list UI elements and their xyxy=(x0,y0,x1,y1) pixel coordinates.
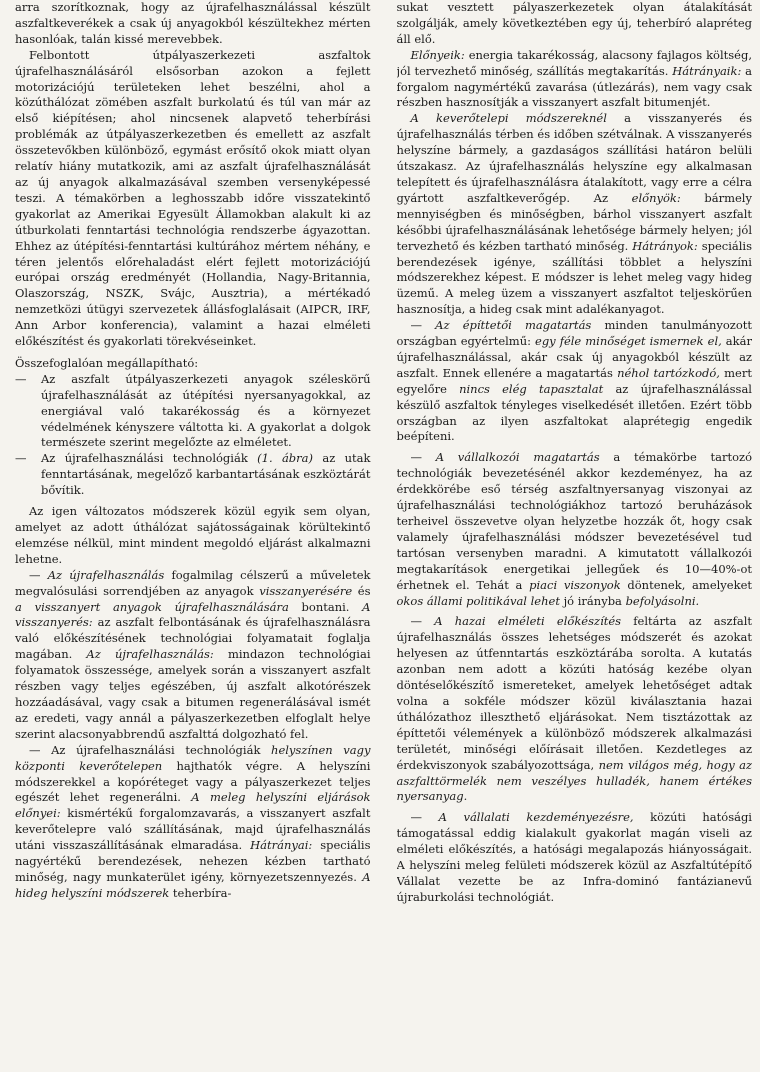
paragraph: — Az építtetői magatartás minden tanulmányozott országban egyértelmű: egy féle minőséget ismernek el, akár újrafelhasználással, akár csak új anyagokból készült az aszfalt. Ennek ellenére a magatartás néhol tartózkodó, mert egyelőre nincs elég tapasztalat az újrafelhasználással készülő aszfaltok tényleges viselkedését illetően. Ezért több országban az ilyen aszfaltokat alaprétegig engedik beépíteni. xyxy=(396,318,752,444)
summary-heading: Összefoglalóan megállapítható: xyxy=(15,355,199,370)
paragraph: Az igen változatos módszerek közül egyik sem olyan, amelyet az adott úthálózat sajátosságainak körültekintő elemzése nélkül, mint mindent megoldó eljárást alkalmazni lehetne. xyxy=(15,504,371,566)
paragraph: sukat vesztett pályaszerkezetek olyan átalakítását szolgálják, amely következtében egy új, teherbíró alapréteg áll elő. xyxy=(396,0,752,46)
paragraph: — Az újrafelhasználás fogalmilag célszerű a műveletek megvalósulási sorrendjében az anyagok visszanyerésére és a visszanyert anyagok újrafelhasználására bontani. A visszanyerés: az aszfalt felbontásának és újrafelhasználásra való előkészítésének technológiai folyamatait foglalja magában. Az újrafelhasználás: mindazon technológiai folyamatok összessége, amelyek során a visszanyert aszfalt részben vagy teljes egészében, új aszfalt alkotórészek hozzáadásával, vagy csak a bitumen regenerálásával ismét az eredeti, vagy annál a pályaszerkezetben elfoglalt helye szerint alacsonyabbrendű aszfalttá dolgozható fel. xyxy=(15,567,371,741)
right-column xyxy=(397,0,753,1072)
paragraph: A keverőtelepi módszereknél a visszanyerés és újrafelhasználás térben és időben szétválnak. A visszanyerés helyszíne bármely, a gazdaságos szállítási határon belüli útszakasz. Az újrafelhasználás helyszíne egy alkalmasan telepített és újrafelhasználásra átalakított, vagy erre a célra gyártott aszfaltkeverőgép. Az előnyök: bármely mennyiségben és minőségben, bárhol visszanyert aszfalt későbbi újrafelhasználásának lehetősége bármely helyen; jól tervezhető és kézben tartható minőség. Hátrányok: speciális berendezések igénye, szállítási többlet a helyszíni módszerekhez képest. E módszer is lehet meleg vagy hideg üzemű. A meleg üzem a visszanyert aszfaltot teljeskörűen hasznosítja, a hideg csak mint adalékanyagot. xyxy=(396,111,752,317)
paragraph: — Az újrafelhasználási technológiák helyszínen vagy központi keverőtelepen hajthatók végre. A helyszíni módszerekkel a kopóréteget vagy a pályaszerkezet teljes egészét lehet regenerálni. A meleg helyszíni eljárások előnyei: kismértékű forgalomzavarás, a visszanyert aszfalt keverőtelepre való szállításának, majd újrafelhasználás utáni visszaszállításának elmaradása. Hátrányai: speciális nagyértékű berendezések, nehezen kézben tartható minőség, nagy munkaterület igény, környezetszennyezés. A hideg helyszíni módszerek teherbíra- xyxy=(15,742,371,900)
paragraph: — A vállalati kezdeményezésre, közúti hatósági támogatással eddig kialakult gyakorlat magán viseli az elméleti előkészítés, a hatósági megalapozás hiányosságait. A helyszíni meleg felületi módszerek közül az Aszfaltútépítő Vállalat vezette be az Infra-dominó fantázianevű újraburkolási technológiát. xyxy=(396,810,752,904)
left-column xyxy=(15,0,371,1072)
paragraph: — A hazai elméleti előkészítés feltárta az aszfalt újrafelhasználás összes lehetséges módszerét és azokat helyesen az útfenntartás eszköztárába sorolta. A kutatás azonban nem adott a közúti hatóság kezébe olyan döntéselőkészítő ismereteket, amelyek lehetőséget adtak volna a sokféle módszer közül kiválasztania hazai úthálózathoz illeszthető eljárásokat. Nem tisztázottak az építtetői vélemények a különböző módszerek alkalmazási területét, minőségi előírásait illetően. Kezdetleges az érdekviszonyok szabályozottsága, nem világos még, hogy az aszfalttörmelék nem veszélyes hulladék, hanem értékes nyersanyag. xyxy=(396,614,752,804)
list-item: — Az újrafelhasználási technológiák (1. ábra) az utak fenntartásának, megelőző karbantartásának eszköztárát bővítik. xyxy=(15,451,371,499)
paragraph: Felbontott útpályaszerkezeti aszfaltok újrafelhasználásáról elsősorban azokon a fejlett motorizációjú területeken lehet beszélni, ahol a közúthálózat zömében aszfalt burkolatú és túl van már az első kiépítésen; ahol nincsenek alapvető teherbírási problémák az útpályaszerkezetben és emellett az aszfalt összetevőkben különböző, egymást erősítő okok miatt olyan relatív hiány mutatkozik, ami az aszfalt újrafelhasználását az új anyagok alkalmazásával szemben versenyképessé teszi. A témakörben a leghosszabb időre visszatekintő gyakorlat az Amerikai Egyesült Államokban alakult ki az útburkolati fenntartási technológia rendszerbe ágyazottan. Ehhez az útépítési-fenntartási kultúrához mértem néhány, e téren jelentős előrehaladást elért fejlett motorizációjú európai ország eredményét (Hollandia, Nagy-Britannia, Olaszország, NSZK, Svájc, Ausztria), a mértékadó nemzetközi útügyi szervezetek állásfoglalásait (AIPCR, IRF, Ann Arbor konferencia), valamint a hazai elméleti előkészítést és gyakorlati törekvéseinket. xyxy=(15,47,371,349)
list-item: — Az aszfalt útpályaszerkezeti anyagok széleskörű újrafelhasználását az útépítési nyersanyagokkal, az energiával való takarékosság és a környezet védelmének kényszere váltotta ki. A gyakorlat a dolgok természete szerint megelőzte az elméletet. xyxy=(15,372,371,452)
summary-list xyxy=(15,372,371,499)
figure-reference: (1. ábra) xyxy=(257,451,314,466)
paragraph: Előnyeik: energia takarékosság, alacsony fajlagos költség, jól tervezhető minőség, szállítás megtakarítás. Hátrányaik: a forgalom nagymértékű zavarása (útlezárás), nem vagy csak részben hasznosítják a visszanyert aszfalt bitumenjét. xyxy=(396,47,752,110)
paragraph: arra szorítkoznak, hogy az újrafelhasználással készült aszfaltkeverékek a csak új anyagokból készültekhez mérten hasonlóak, talán kissé merevebbek. xyxy=(15,0,371,46)
paragraph: — A vállalkozói magatartás a témakörbe tartozó technológiák bevezetésénél akkor kezdeményez, ha az érdekkörébe eső térség aszfaltnyersanyag viszonyai az újrafelhasználási technológiákhoz tartozó beruházások terheivel összevetve olyan helyzetbe hozzák őt, hogy csak valamely újrafelhasználási módszer bevezetésével tud tartósan versenyben maradni. A kimutatott vállalkozói megtakarítások energetikai jellegűek és 10—40%-ot érhetnek el. Tehát a piaci viszonyok döntenek, amelyeket okos állami politikával lehet jó irányba befolyásolni. xyxy=(396,450,752,608)
